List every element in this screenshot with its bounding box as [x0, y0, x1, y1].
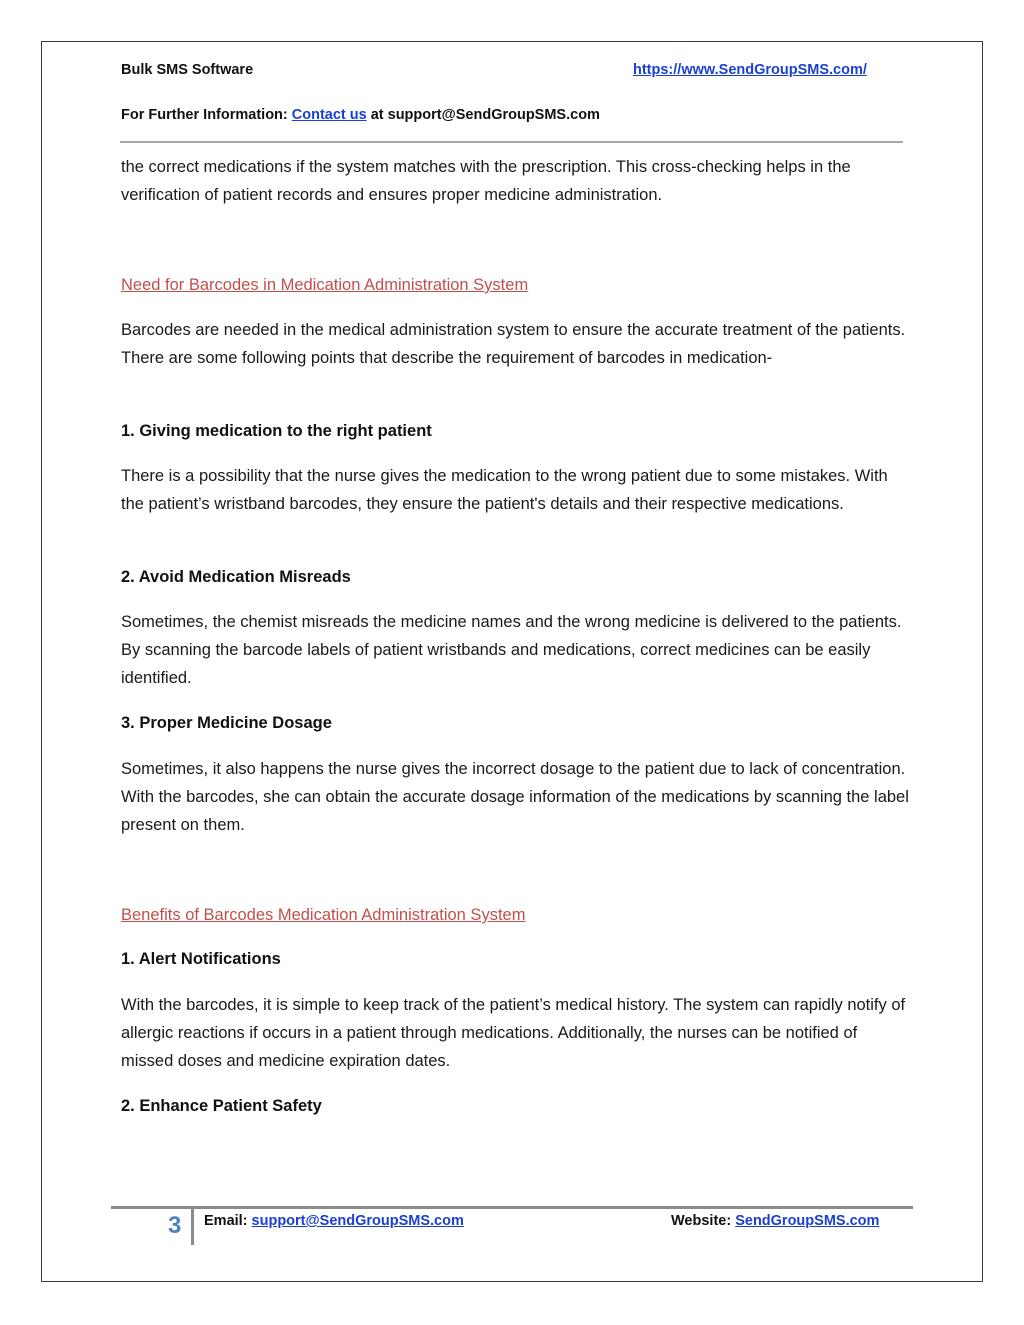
- header-info-prefix: For Further Information:: [121, 107, 292, 123]
- item-text-right-patient: There is a possibility that the nurse gives the medication to the wrong patient due to some mistakes. With the patient’s wristband barcodes, they ensure the patient's details and their respective medications.: [121, 467, 888, 513]
- header-url-link[interactable]: https://www.SendGroupSMS.com/: [633, 62, 867, 78]
- item-text-misreads: Sometimes, the chemist misreads the medicine names and the wrong medicine is delivered to the patients. By scanning the barcode labels of patient wristbands and medications, correct medicines can be easily identified.: [121, 613, 902, 687]
- footer-website: [671, 1213, 879, 1229]
- header-title: Bulk SMS Software: [121, 62, 254, 78]
- section-need-intro: Barcodes are needed in the medical administration system to ensure the accurate treatment of the patients. There are some following points that describe the requirement of barcodes in medication-: [121, 321, 906, 367]
- header-divider: [120, 141, 903, 143]
- item-text-alerts: With the barcodes, it is simple to keep track of the patient’s medical history. The system can rapidly notify of allergic reactions if occurs in a patient through medications. Additionally, the nurses can be notified of missed doses and medicine expiration dates.: [121, 996, 906, 1070]
- footer-website-link[interactable]: SendGroupSMS.com: [735, 1213, 880, 1229]
- footer-email-label: Email:: [204, 1213, 252, 1229]
- header-info: [121, 107, 600, 123]
- item-title-safety: 2. Enhance Patient Safety: [121, 1097, 322, 1115]
- footer-website-label: Website:: [671, 1213, 736, 1229]
- footer-vertical-divider: [191, 1206, 194, 1245]
- footer-divider: [111, 1206, 913, 1209]
- footer-email: [204, 1213, 464, 1229]
- item-title-misreads: 2. Avoid Medication Misreads: [121, 568, 351, 586]
- item-title-alerts: 1. Alert Notifications: [121, 950, 281, 968]
- section-heading-need: Need for Barcodes in Medication Administration System: [121, 276, 529, 294]
- page-number: 3: [168, 1212, 182, 1239]
- footer-email-link[interactable]: support@SendGroupSMS.com: [251, 1213, 464, 1229]
- item-title-right-patient: 1. Giving medication to the right patient: [121, 422, 432, 440]
- item-title-dosage: 3. Proper Medicine Dosage: [121, 714, 332, 732]
- intro-paragraph: the correct medications if the system matches with the prescription. This cross-checking helps in the verification of patient records and ensures proper medicine administration.: [121, 158, 851, 204]
- header-info-suffix: at support@SendGroupSMS.com: [366, 107, 600, 123]
- section-heading-benefits: Benefits of Barcodes Medication Administration System: [121, 906, 526, 924]
- item-text-dosage: Sometimes, it also happens the nurse gives the incorrect dosage to the patient due to lack of concentration. With the barcodes, she can obtain the accurate dosage information of the medications by scanning the label present on them.: [121, 760, 909, 834]
- contact-us-link[interactable]: Contact us: [291, 107, 367, 123]
